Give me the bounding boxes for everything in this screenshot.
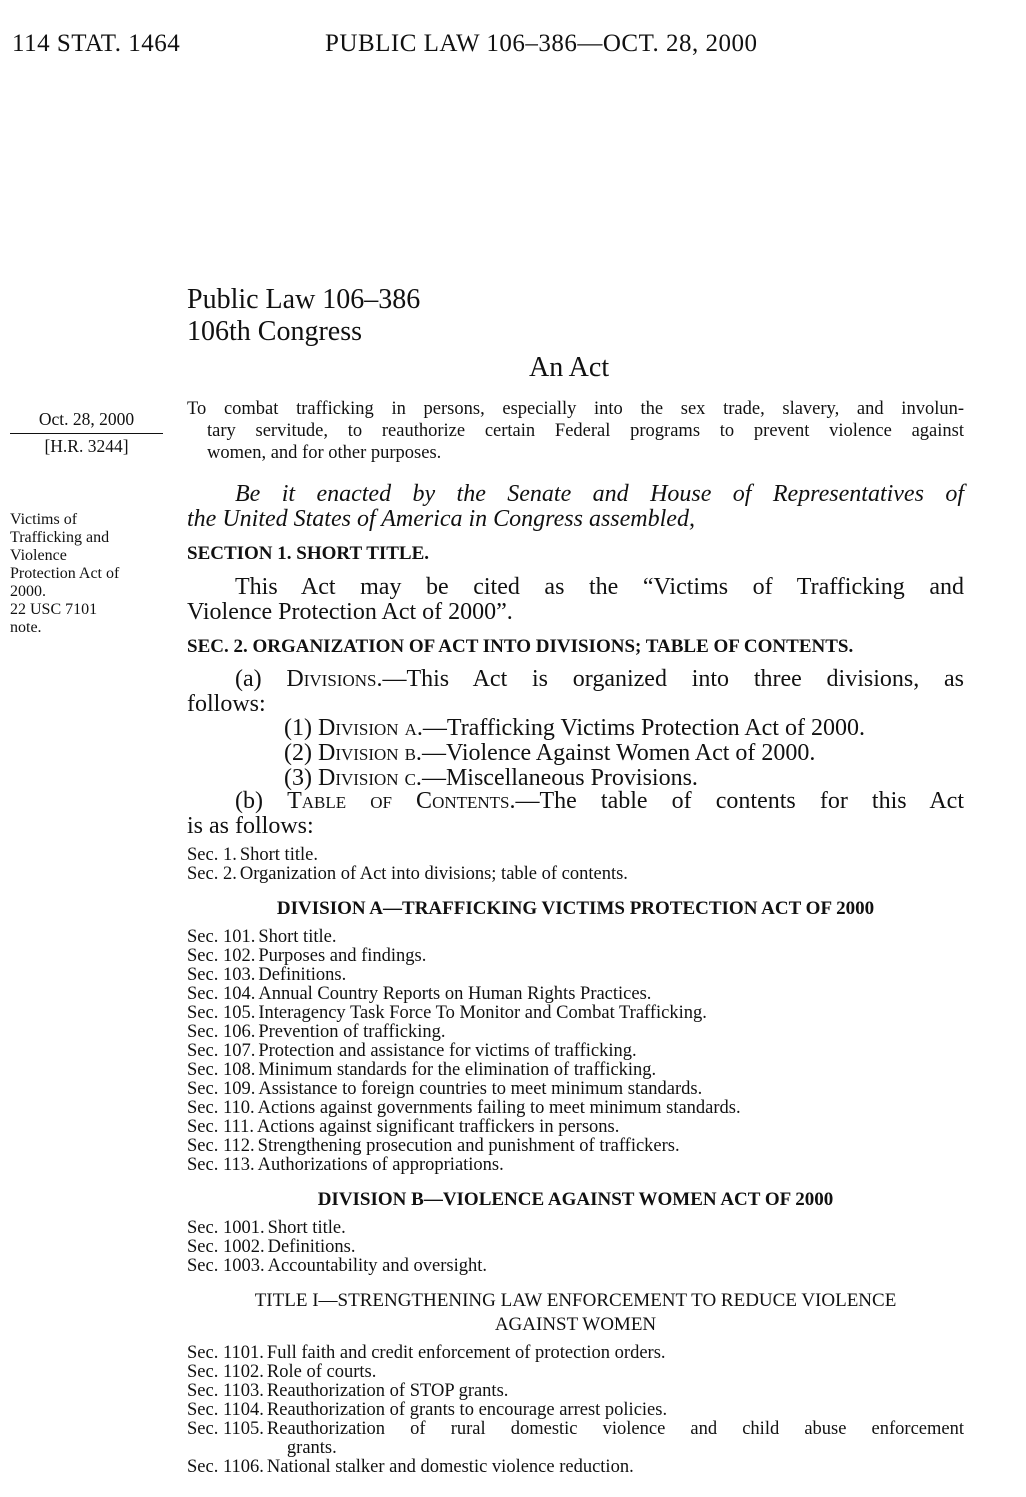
toc-section-title: Organization of Act into divisions; table of contents. [239, 864, 628, 884]
toc-section-title: Reauthorization of rural domestic violence and child abuse enforcement [266, 1419, 964, 1439]
division-label: Division c. [317, 765, 422, 791]
toc-section-title: Short title. [258, 927, 337, 947]
toc-section-title: Full faith and credit enforcement of protection orders. [266, 1343, 666, 1363]
subsection-text: —This Act is organized into three divisions, as [382, 666, 964, 692]
toc-section-number: Sec. 110. [187, 1098, 255, 1118]
toc-section-title: Authorizations of appropriations. [257, 1155, 504, 1175]
toc-section-title: Definitions. [267, 1237, 356, 1257]
toc-section-number: Sec. 2. [187, 864, 237, 884]
divisions-list [187, 716, 964, 791]
toc-section-number: Sec. 1106. [187, 1457, 264, 1477]
toc-section-title: Definitions. [258, 965, 347, 985]
purpose-line: women, and for other purposes. [207, 443, 442, 463]
section-1-line: This Act may be cited as the “Victims of Trafficking and [235, 574, 964, 600]
toc-entry [187, 1004, 964, 1023]
division-item [284, 741, 964, 766]
toc-section-title: National stalker and domestic violence reduction. [266, 1457, 634, 1477]
toc-entry [187, 947, 964, 966]
title-i-heading-line: TITLE I—STRENGTHENING LAW ENFORCEMENT TO REDUCE VIOLENCE [254, 1290, 897, 1311]
toc-section-title: Annual Country Reports on Human Rights Practices. [258, 984, 652, 1004]
section-1-line: Violence Protection Act of 2000”. [187, 599, 513, 625]
sidenote-line: 22 USC 7101 [10, 601, 98, 618]
toc-section-title: Interagency Task Force To Monitor and Combat Trafficking. [258, 1003, 707, 1023]
toc-entry [187, 1156, 964, 1175]
sidenote-line: Protection Act of [10, 565, 120, 582]
public-law-number: Public Law 106–386 [187, 284, 421, 315]
sidenote-line: Victims of [10, 511, 78, 528]
toc-entry [187, 1118, 964, 1137]
subsection-label: (b) [235, 788, 288, 814]
toc-entry [187, 966, 964, 985]
section-2b-text [187, 789, 964, 839]
toc-entry [187, 1080, 964, 1099]
toc-entry [187, 1401, 964, 1420]
toc-section-number: Sec. 1002. [187, 1237, 265, 1257]
toc-section-number: Sec. 105. [187, 1003, 256, 1023]
toc-section-number: Sec. 102. [187, 946, 256, 966]
title-i-toc [187, 1344, 964, 1477]
toc-section-number: Sec. 107. [187, 1041, 256, 1061]
running-head: PUBLIC LAW 106–386—OCT. 28, 2000 [325, 30, 758, 57]
section-2a-text [187, 667, 964, 717]
division-number: (3) [284, 765, 318, 791]
toc-section-number: Sec. 1105. [187, 1419, 264, 1439]
division-label: Division b. [317, 740, 422, 766]
toc-entry [187, 1023, 964, 1042]
section-2b-line [187, 789, 964, 814]
division-b-toc [187, 1219, 964, 1276]
toc-section-number: Sec. 101. [187, 927, 256, 947]
division-b-heading: DIVISION B—VIOLENCE AGAINST WOMEN ACT OF 2000 [317, 1189, 834, 1210]
toc-entry [187, 1042, 964, 1061]
toc-section-number: Sec. 112. [187, 1136, 255, 1156]
division-text: —Violence Against Women Act of 2000. [421, 740, 816, 766]
toc-entry [187, 1099, 964, 1118]
margin-bill-number: [H.R. 3244] [44, 436, 129, 456]
division-a-heading: DIVISION A—TRAFFICKING VICTIMS PROTECTION ACT OF 2000 [276, 898, 875, 919]
toc-section-title: Accountability and oversight. [267, 1256, 487, 1276]
section-1-heading: SECTION 1. SHORT TITLE. [187, 543, 430, 564]
toc-entry [187, 865, 964, 884]
section-1-text [187, 575, 964, 625]
toc-section-title: Strengthening prosecution and punishment of traffickers. [257, 1136, 680, 1156]
toc-section-number: Sec. 113. [187, 1155, 255, 1175]
toc-entry [187, 1382, 964, 1401]
toc-section-number: Sec. 111. [187, 1117, 254, 1137]
toc-section-number: Sec. 1. [187, 845, 237, 865]
section-2a-line: follows: [187, 691, 266, 717]
toc-section-number: Sec. 108. [187, 1060, 256, 1080]
toc-section-title: Role of courts. [266, 1362, 377, 1382]
page-stat-number: 114 STAT. 1464 [12, 30, 181, 57]
toc-section-title: Protection and assistance for victims of trafficking. [258, 1041, 637, 1061]
sidenote-line: 2000. [10, 583, 46, 600]
margin-date: Oct. 28, 2000 [38, 409, 135, 429]
toc-section-number: Sec. 106. [187, 1022, 256, 1042]
division-text: —Miscellaneous Provisions. [421, 765, 698, 791]
toc-entry [187, 1363, 964, 1382]
toc-section-number: Sec. 1104. [187, 1400, 264, 1420]
toc-section-title-continued: grants. [286, 1438, 337, 1458]
subsection-label: (a) [235, 666, 287, 692]
division-number: (2) [284, 740, 318, 766]
enacting-clause [187, 482, 964, 532]
margin-rule [10, 433, 163, 434]
toc-entry [187, 846, 964, 865]
margin-sidenote [10, 511, 163, 637]
toc-section-title: Reauthorization of STOP grants. [266, 1381, 509, 1401]
purpose-line: To combat trafficking in persons, especially into the sex trade, slavery, and involun- [187, 399, 964, 419]
toc-section-number: Sec. 1102. [187, 1362, 264, 1382]
purpose-line: tary servitude, to reauthorize certain Federal programs to prevent violence against [207, 421, 964, 441]
congress-number: 106th Congress [187, 316, 362, 347]
toc-section-number: Sec. 1103. [187, 1381, 264, 1401]
enacting-line: Be it enacted by the Senate and House of Representatives of [235, 481, 964, 507]
an-act-title: An Act [529, 352, 610, 383]
toc-entry [187, 1344, 964, 1363]
division-a-toc [187, 928, 964, 1175]
toc-intro-list [187, 846, 964, 884]
toc-section-title: Actions against significant traffickers in persons. [256, 1117, 620, 1137]
purpose-clause [187, 398, 964, 464]
toc-section-title: Short title. [239, 845, 318, 865]
toc-section-number: Sec. 109. [187, 1079, 256, 1099]
toc-section-number: Sec. 1001. [187, 1218, 265, 1238]
division-text: —Trafficking Victims Protection Act of 2000. [422, 715, 865, 741]
toc-entry [187, 985, 964, 1004]
toc-section-title: Purposes and findings. [258, 946, 427, 966]
division-label: Division a. [317, 715, 423, 741]
toc-section-title: Minimum standards for the elimination of trafficking. [258, 1060, 657, 1080]
toc-section-title: Actions against governments failing to meet minimum standards. [257, 1098, 741, 1118]
toc-section-title: Reauthorization of grants to encourage arrest policies. [266, 1400, 668, 1420]
toc-entry [187, 1137, 964, 1156]
toc-entry [187, 1219, 964, 1238]
section-2b-line: is as follows: [187, 813, 314, 839]
toc-section-title: Short title. [267, 1218, 346, 1238]
toc-section-title: Assistance to foreign countries to meet minimum standards. [258, 1079, 703, 1099]
title-i-heading-line: AGAINST WOMEN [494, 1314, 657, 1335]
sidenote-line: note. [10, 619, 42, 636]
sidenote-line: Trafficking and [10, 529, 110, 546]
toc-section-number: Sec. 1003. [187, 1256, 265, 1276]
toc-section-number: Sec. 1101. [187, 1343, 264, 1363]
section-2a-line [187, 667, 964, 692]
toc-entry [187, 1061, 964, 1080]
title-i-heading [187, 1289, 964, 1337]
sidenote-line: Violence [10, 547, 67, 564]
toc-entry [187, 1420, 964, 1458]
toc-entry [187, 928, 964, 947]
division-number: (1) [284, 715, 318, 741]
toc-section-title-block [267, 1420, 964, 1458]
subsection-heading: Table of Contents. [287, 788, 516, 814]
toc-entry [187, 1458, 964, 1477]
toc-section-number: Sec. 104. [187, 984, 256, 1004]
toc-entry [187, 1238, 964, 1257]
enacting-line: the United States of America in Congress assembled, [187, 506, 695, 532]
section-2-heading: SEC. 2. ORGANIZATION OF ACT INTO DIVISIONS; TABLE OF CONTENTS. [187, 636, 854, 657]
division-item [284, 716, 964, 741]
toc-section-title: Prevention of trafficking. [258, 1022, 446, 1042]
subsection-heading: Divisions. [286, 666, 383, 692]
toc-section-number: Sec. 103. [187, 965, 256, 985]
toc-entry [187, 1257, 964, 1276]
subsection-text: —The table of contents for this Act [515, 788, 965, 814]
